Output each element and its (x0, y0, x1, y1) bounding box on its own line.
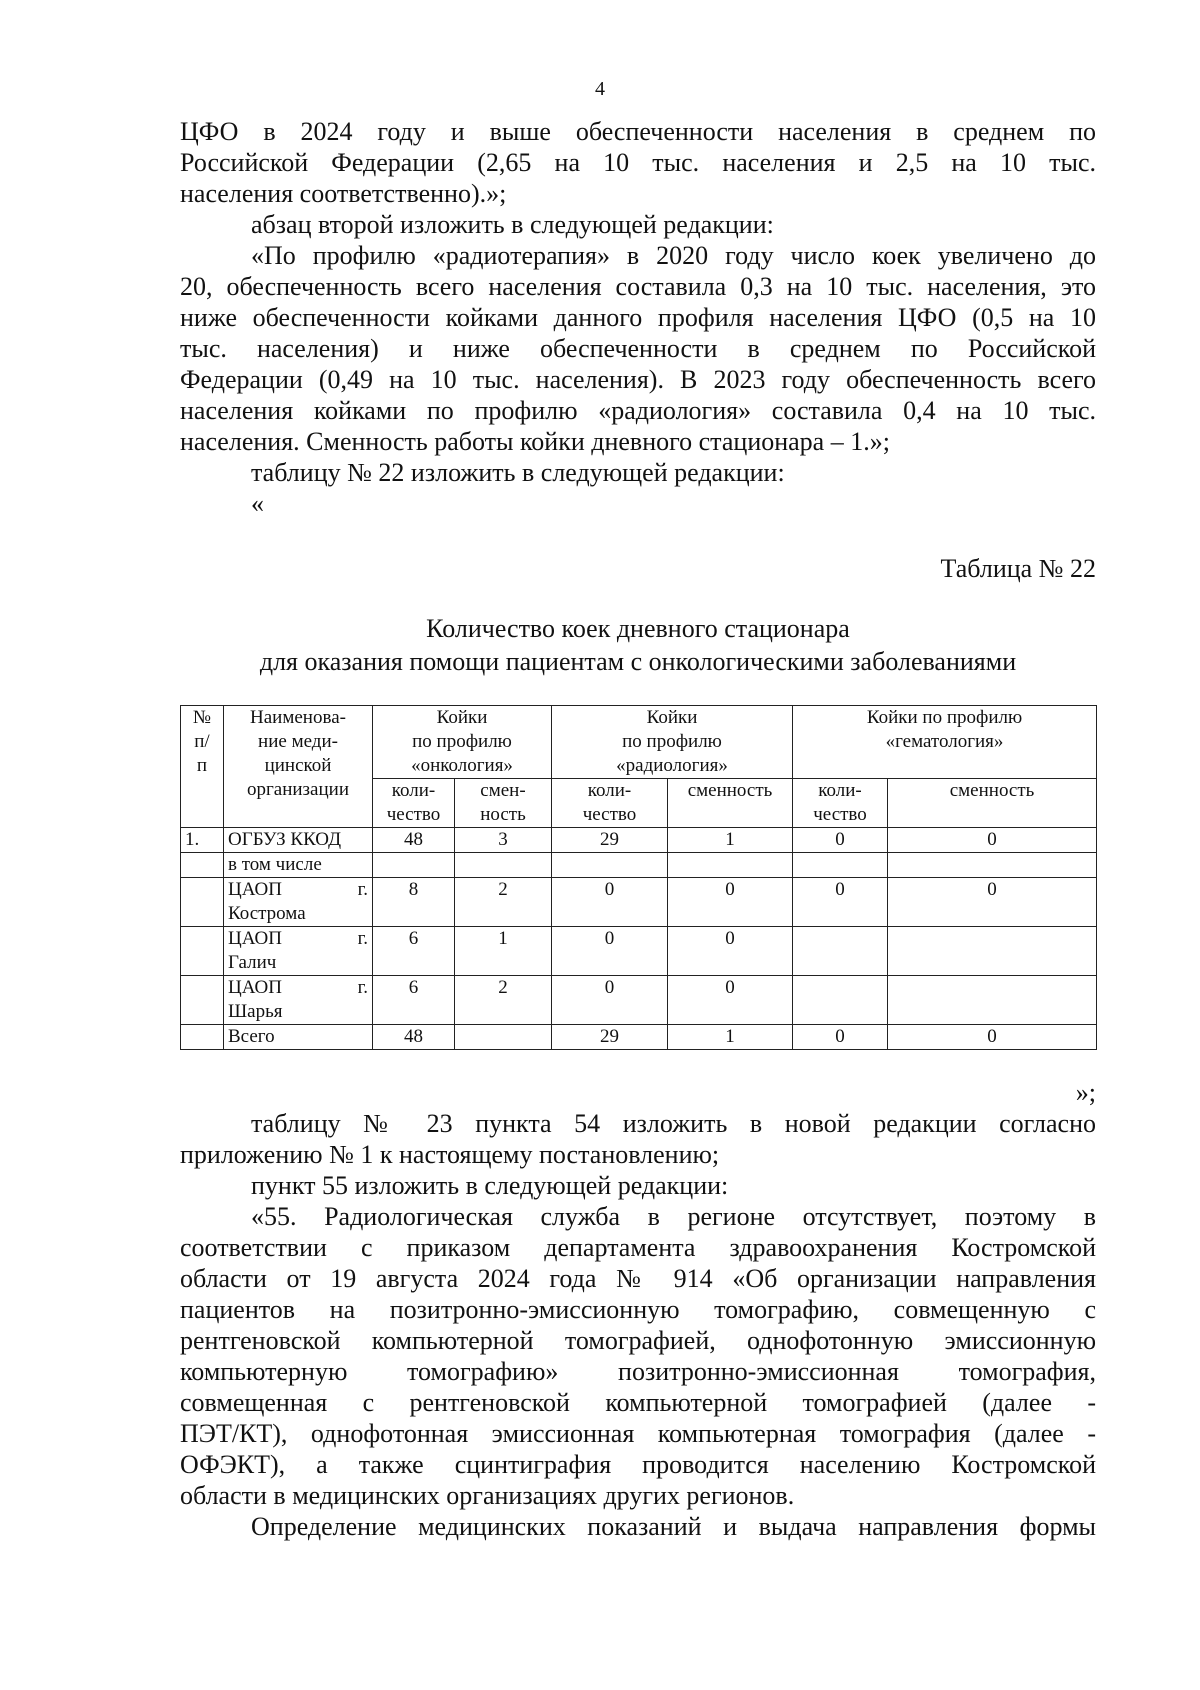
text-line: ОФЭКТ), а также сцинтиграфия проводится населению Костромской (180, 1450, 1096, 1479)
text-line: ЦФО в 2024 году и выше обеспеченности населения в среднем по (180, 117, 1096, 146)
cell-oncology-count (373, 853, 455, 878)
cell-radiology-count (552, 853, 668, 878)
cell-number (181, 1025, 224, 1050)
cell-organization: ЦАОП г. Кострома (224, 878, 373, 927)
beds-table (180, 705, 1097, 1050)
header-hematology: Койки по профилю «гематология» (793, 706, 1097, 779)
text-line: области от 19 августа 2024 года № 914 «Об организации направления (180, 1264, 1096, 1293)
cell-oncology-shift: 2 (455, 878, 552, 927)
text-line: ниже обеспеченности койками данного профиля населения ЦФО (0,5 на 10 (180, 303, 1096, 332)
cell-hematology-count (793, 976, 888, 1025)
paragraph-amendments (180, 1108, 1096, 1542)
text-line: соответствии с приказом департамента здравоохранения Костромской (180, 1233, 1096, 1262)
table-title (180, 612, 1096, 678)
cell-radiology-shift: 1 (668, 828, 793, 853)
cell-hematology-count: 0 (793, 828, 888, 853)
cell-hematology-count (793, 853, 888, 878)
table-row (181, 878, 1097, 927)
cell-oncology-shift (455, 1025, 552, 1050)
text-line: тыс. населения) и ниже обеспеченности в среднем по Российской (180, 334, 1096, 363)
text-line: «55. Радиологическая служба в регионе отсутствует, поэтому в (251, 1202, 1096, 1231)
cell-hematology-count: 0 (793, 1025, 888, 1050)
cell-hematology-shift (888, 976, 1097, 1025)
table-row-total (181, 1025, 1097, 1050)
cell-oncology-count: 6 (373, 927, 455, 976)
table-title-line: для оказания помощи пациентам с онкологическими заболеваниями (259, 647, 1017, 676)
header-count: коли- чество (373, 779, 455, 828)
header-count: коли- чество (552, 779, 668, 828)
text-line: компьютерную томографию» позитронно-эмиссионная томография, (180, 1357, 1096, 1386)
header-shift: сменность (888, 779, 1097, 828)
cell-radiology-count: 0 (552, 976, 668, 1025)
close-quote: »; (1075, 1078, 1096, 1107)
cell-number (181, 976, 224, 1025)
text-line: Российской Федерации (2,65 на 10 тыс. населения и 2,5 на 10 тыс. (180, 148, 1096, 177)
header-oncology: Койки по профилю «онкология» (373, 706, 552, 779)
cell-hematology-count: 0 (793, 878, 888, 927)
header-radiology: Койки по профилю «радиология» (552, 706, 793, 779)
text-line: рентгеновской компьютерной томографией, однофотонную эмиссионную (180, 1326, 1096, 1355)
header-number: № п/ п (181, 706, 224, 828)
header-count: коли- чество (793, 779, 888, 828)
cell-number (181, 853, 224, 878)
table-row (181, 828, 1097, 853)
cell-organization: в том числе (224, 853, 373, 878)
cell-number (181, 927, 224, 976)
cell-organization: ЦАОП г. Шарья (224, 976, 373, 1025)
text-line: населения койками по профилю «радиология» составила 0,4 на 10 тыс. (180, 396, 1096, 425)
text-line: населения. Сменность работы койки дневного стационара – 1.»; (180, 427, 890, 456)
cell-radiology-shift: 0 (668, 878, 793, 927)
text-line: приложению № 1 к настоящему постановлению; (180, 1140, 720, 1169)
table-title-line: Количество коек дневного стационара (426, 614, 850, 643)
cell-oncology-shift: 3 (455, 828, 552, 853)
cell-number (181, 878, 224, 927)
text-line: 20, обеспеченность всего населения составила 0,3 на 10 тыс. населения, это (180, 272, 1096, 301)
open-quote: « (251, 489, 264, 518)
header-organization: Наименова- ние меди- цинской организации (224, 706, 373, 828)
cell-radiology-shift: 0 (668, 976, 793, 1025)
cell-hematology-shift (888, 853, 1097, 878)
cell-hematology-shift: 0 (888, 878, 1097, 927)
cell-oncology-count: 6 (373, 976, 455, 1025)
header-shift: сменность (668, 779, 793, 828)
text-line: ПЭТ/КТ), однофотонная эмиссионная компьютерная томография (далее - (180, 1419, 1096, 1448)
text-line: таблицу № 22 изложить в следующей редакции: (251, 458, 785, 487)
text-line: абзац второй изложить в следующей редакции: (251, 210, 774, 239)
cell-organization: ОГБУЗ ККОД (224, 828, 373, 853)
header-shift: смен- ность (455, 779, 552, 828)
table-row (181, 927, 1097, 976)
text-line: таблицу № 23 пункта 54 изложить в новой редакции согласно (251, 1109, 1096, 1138)
table-label: Таблица № 22 (940, 554, 1096, 583)
cell-oncology-shift: 1 (455, 927, 552, 976)
cell-organization: ЦАОП г. Галич (224, 927, 373, 976)
text-line: пациентов на позитронно-эмиссионную томографию, совмещенную с (180, 1295, 1096, 1324)
cell-radiology-count: 0 (552, 878, 668, 927)
text-line: совмещенная с рентгеновской компьютерной томографией (далее - (180, 1388, 1096, 1417)
cell-radiology-shift (668, 853, 793, 878)
cell-hematology-shift (888, 927, 1097, 976)
text-line: Определение медицинских показаний и выдача направления формы (251, 1512, 1096, 1541)
text-line: пункт 55 изложить в следующей редакции: (251, 1171, 729, 1200)
cell-oncology-count: 8 (373, 878, 455, 927)
page-number: 4 (595, 78, 605, 100)
cell-organization: Всего (224, 1025, 373, 1050)
cell-radiology-shift: 0 (668, 927, 793, 976)
text-line: населения соответственно).»; (180, 179, 507, 208)
cell-oncology-shift: 2 (455, 976, 552, 1025)
cell-number: 1. (181, 828, 224, 853)
table-row (181, 853, 1097, 878)
table-row (181, 976, 1097, 1025)
cell-radiology-shift: 1 (668, 1025, 793, 1050)
cell-hematology-count (793, 927, 888, 976)
cell-radiology-count: 29 (552, 1025, 668, 1050)
cell-oncology-count: 48 (373, 828, 455, 853)
cell-hematology-shift: 0 (888, 828, 1097, 853)
text-line: области в медицинских организациях других регионов. (180, 1481, 795, 1510)
cell-radiology-count: 29 (552, 828, 668, 853)
cell-hematology-shift: 0 (888, 1025, 1097, 1050)
cell-oncology-shift (455, 853, 552, 878)
text-line: «По профилю «радиотерапия» в 2020 году число коек увеличено до (251, 241, 1096, 270)
cell-radiology-count: 0 (552, 927, 668, 976)
cell-oncology-count: 48 (373, 1025, 455, 1050)
paragraph-end-of-previous (180, 116, 1096, 519)
text-line: Федерации (0,49 на 10 тыс. населения). В 2023 году обеспеченность всего (180, 365, 1096, 394)
